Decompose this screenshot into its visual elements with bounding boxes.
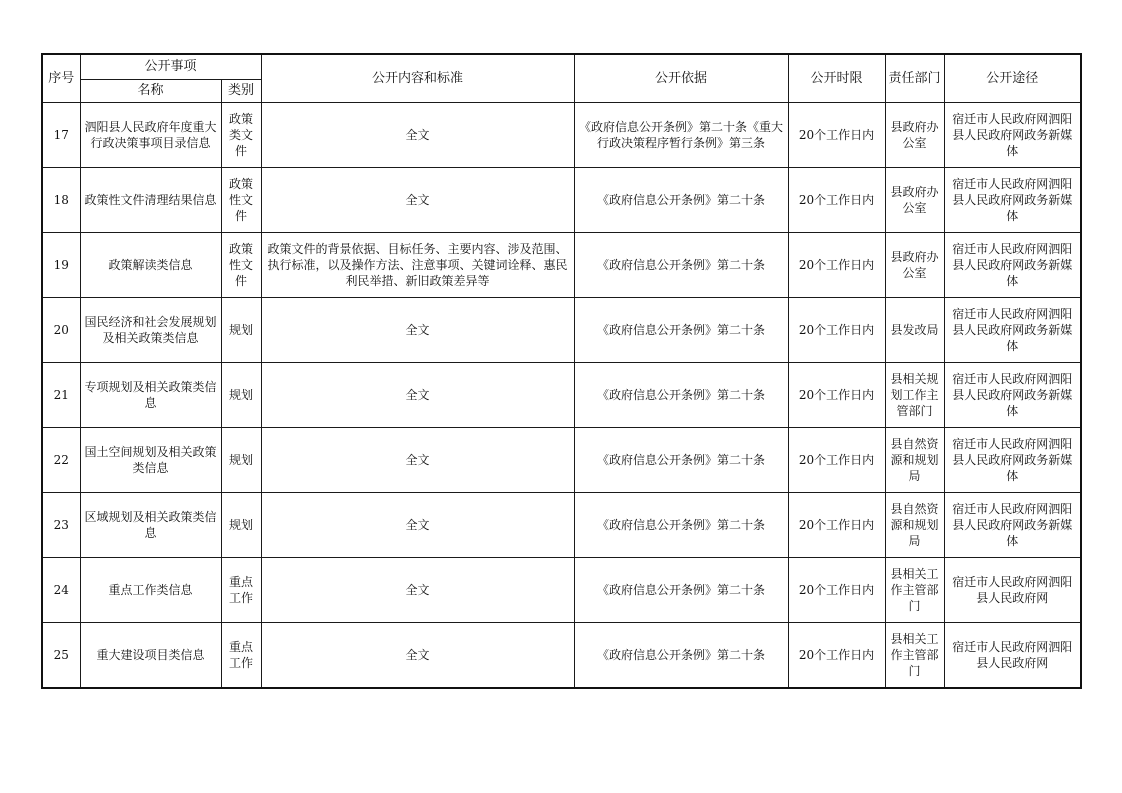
cell-basis: 《政府信息公开条例》第二十条 bbox=[574, 558, 788, 623]
table-row bbox=[42, 233, 1081, 298]
cell-time-limit: 20个工作日内 bbox=[788, 168, 885, 233]
cell-channel: 宿迁市人民政府网泗阳县人民政府网 bbox=[944, 558, 1081, 623]
cell-basis: 《政府信息公开条例》第二十条 bbox=[574, 428, 788, 493]
cell-name: 国民经济和社会发展规划及相关政策类信息 bbox=[80, 298, 221, 363]
cell-dept: 县政府办公室 bbox=[885, 103, 944, 168]
cell-category: 规划 bbox=[221, 428, 261, 493]
cell-content: 全文 bbox=[261, 168, 574, 233]
cell-content: 全文 bbox=[261, 558, 574, 623]
cell-content: 全文 bbox=[261, 623, 574, 689]
cell-time-limit: 20个工作日内 bbox=[788, 623, 885, 689]
cell-time-limit: 20个工作日内 bbox=[788, 558, 885, 623]
cell-basis: 《政府信息公开条例》第二十条 bbox=[574, 363, 788, 428]
cell-channel: 宿迁市人民政府网泗阳县人民政府网政务新媒体 bbox=[944, 363, 1081, 428]
header-category: 类别 bbox=[221, 80, 261, 103]
cell-seq: 17 bbox=[42, 103, 80, 168]
cell-channel: 宿迁市人民政府网泗阳县人民政府网 bbox=[944, 623, 1081, 689]
cell-seq: 23 bbox=[42, 493, 80, 558]
cell-name: 政策解读类信息 bbox=[80, 233, 221, 298]
cell-name: 区域规划及相关政策类信息 bbox=[80, 493, 221, 558]
header-time-limit: 公开时限 bbox=[788, 54, 885, 103]
cell-channel: 宿迁市人民政府网泗阳县人民政府网政务新媒体 bbox=[944, 103, 1081, 168]
header-name: 名称 bbox=[80, 80, 221, 103]
disclosure-table bbox=[41, 53, 1082, 689]
cell-name: 泗阳县人民政府年度重大行政决策事项目录信息 bbox=[80, 103, 221, 168]
cell-category: 重点工作 bbox=[221, 558, 261, 623]
cell-dept: 县政府办公室 bbox=[885, 168, 944, 233]
cell-seq: 18 bbox=[42, 168, 80, 233]
cell-basis: 《政府信息公开条例》第二十条 bbox=[574, 493, 788, 558]
cell-seq: 22 bbox=[42, 428, 80, 493]
header-dept: 责任部门 bbox=[885, 54, 944, 103]
cell-dept: 县政府办公室 bbox=[885, 233, 944, 298]
header-item-group: 公开事项 bbox=[80, 54, 261, 80]
cell-category: 规划 bbox=[221, 363, 261, 428]
cell-dept: 县相关规划工作主管部门 bbox=[885, 363, 944, 428]
cell-channel: 宿迁市人民政府网泗阳县人民政府网政务新媒体 bbox=[944, 493, 1081, 558]
table-row bbox=[42, 493, 1081, 558]
cell-name: 重大建设项目类信息 bbox=[80, 623, 221, 689]
header-content: 公开内容和标准 bbox=[261, 54, 574, 103]
cell-content: 全文 bbox=[261, 363, 574, 428]
cell-time-limit: 20个工作日内 bbox=[788, 103, 885, 168]
cell-content: 全文 bbox=[261, 298, 574, 363]
cell-content: 全文 bbox=[261, 428, 574, 493]
cell-dept: 县自然资源和规划局 bbox=[885, 493, 944, 558]
cell-time-limit: 20个工作日内 bbox=[788, 233, 885, 298]
header-basis: 公开依据 bbox=[574, 54, 788, 103]
cell-dept: 县自然资源和规划局 bbox=[885, 428, 944, 493]
cell-seq: 19 bbox=[42, 233, 80, 298]
cell-basis: 《政府信息公开条例》第二十条 bbox=[574, 168, 788, 233]
table-row bbox=[42, 168, 1081, 233]
cell-basis: 《政府信息公开条例》第二十条《重大行政决策程序暂行条例》第三条 bbox=[574, 103, 788, 168]
cell-category: 重点工作 bbox=[221, 623, 261, 689]
cell-time-limit: 20个工作日内 bbox=[788, 298, 885, 363]
cell-time-limit: 20个工作日内 bbox=[788, 428, 885, 493]
table-row bbox=[42, 363, 1081, 428]
cell-basis: 《政府信息公开条例》第二十条 bbox=[574, 298, 788, 363]
cell-category: 规划 bbox=[221, 298, 261, 363]
cell-name: 专项规划及相关政策类信息 bbox=[80, 363, 221, 428]
table-row bbox=[42, 623, 1081, 689]
cell-channel: 宿迁市人民政府网泗阳县人民政府网政务新媒体 bbox=[944, 233, 1081, 298]
table-row bbox=[42, 298, 1081, 363]
cell-time-limit: 20个工作日内 bbox=[788, 493, 885, 558]
cell-channel: 宿迁市人民政府网泗阳县人民政府网政务新媒体 bbox=[944, 428, 1081, 493]
cell-name: 重点工作类信息 bbox=[80, 558, 221, 623]
cell-name: 国土空间规划及相关政策类信息 bbox=[80, 428, 221, 493]
cell-time-limit: 20个工作日内 bbox=[788, 363, 885, 428]
cell-name: 政策性文件清理结果信息 bbox=[80, 168, 221, 233]
cell-dept: 县相关工作主管部门 bbox=[885, 558, 944, 623]
cell-seq: 20 bbox=[42, 298, 80, 363]
cell-basis: 《政府信息公开条例》第二十条 bbox=[574, 233, 788, 298]
cell-content: 政策文件的背景依据、目标任务、主要内容、涉及范围、执行标准，以及操作方法、注意事项、关键词诠释、惠民利民举措、新旧政策差异等 bbox=[261, 233, 574, 298]
cell-seq: 25 bbox=[42, 623, 80, 689]
cell-seq: 21 bbox=[42, 363, 80, 428]
table-row bbox=[42, 103, 1081, 168]
cell-dept: 县相关工作主管部门 bbox=[885, 623, 944, 689]
header-channel: 公开途径 bbox=[944, 54, 1081, 103]
cell-dept: 县发改局 bbox=[885, 298, 944, 363]
cell-channel: 宿迁市人民政府网泗阳县人民政府网政务新媒体 bbox=[944, 168, 1081, 233]
header-seq: 序号 bbox=[42, 54, 80, 103]
cell-category: 政策类文件 bbox=[221, 103, 261, 168]
table-row bbox=[42, 558, 1081, 623]
cell-content: 全文 bbox=[261, 103, 574, 168]
cell-category: 规划 bbox=[221, 493, 261, 558]
cell-category: 政策性文件 bbox=[221, 233, 261, 298]
cell-basis: 《政府信息公开条例》第二十条 bbox=[574, 623, 788, 689]
table-row bbox=[42, 428, 1081, 493]
cell-channel: 宿迁市人民政府网泗阳县人民政府网政务新媒体 bbox=[944, 298, 1081, 363]
cell-content: 全文 bbox=[261, 493, 574, 558]
cell-seq: 24 bbox=[42, 558, 80, 623]
cell-category: 政策性文件 bbox=[221, 168, 261, 233]
